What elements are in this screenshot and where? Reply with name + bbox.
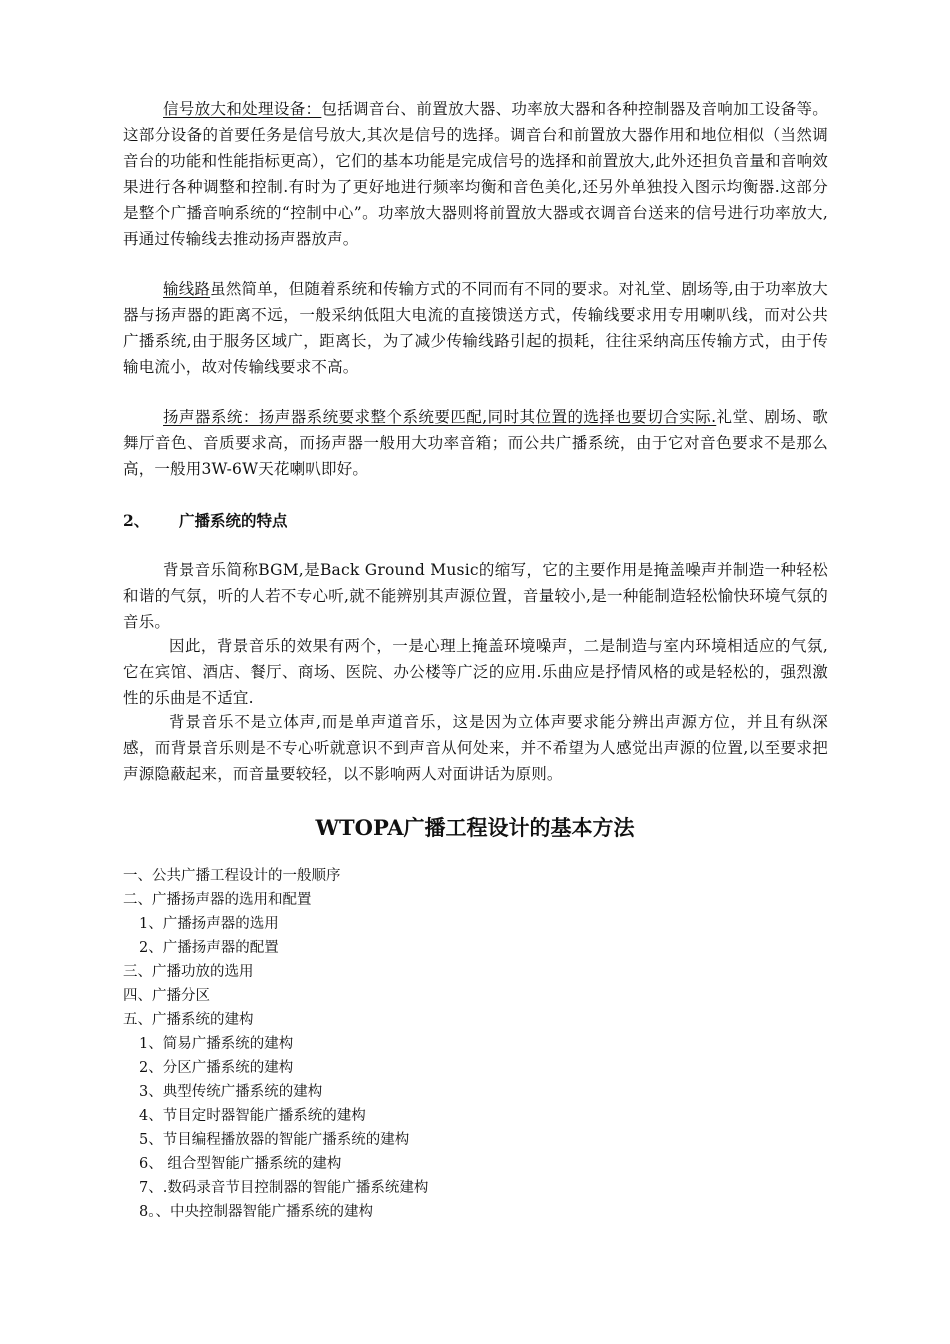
toc-subitem: 1、简易广播系统的建构 xyxy=(139,1036,294,1052)
document-title: WTOPA广播工程设计的基本方法 xyxy=(315,815,635,840)
toc-subitem: 7、.数码录音节目控制器的智能广播系统建构 xyxy=(139,1180,429,1196)
paragraph-transmission-line xyxy=(123,276,828,380)
paragraph-text: 礼堂、剧场、歌舞厅音色、音质要求高，而扬声器一般用大功率音箱；而公共广播系统，由于它对音色要求不是那么高，一般用3W-6W天花喇叭即好。 xyxy=(123,408,828,478)
toc-subitem: 2、广播扬声器的配置 xyxy=(139,940,279,956)
toc-subitem: 1、广播扬声器的选用 xyxy=(139,916,279,932)
toc-item: 二、广播扬声器的选用和配置 xyxy=(123,892,312,908)
paragraph-bgm-definition: 背景音乐简称BGM,是Back Ground Music的缩写，它的主要作用是掩盖噪声并制造一种轻松和谐的气氛，听的人若不专心听,就不能辨别其声源位置，音量较小,是一种能制造轻松愉快环境气氛的音乐。 xyxy=(123,561,828,631)
term-transmission-line: 输线路 xyxy=(163,280,211,298)
paragraph-signal-processing xyxy=(123,96,828,252)
toc-item: 五、广播系统的建构 xyxy=(123,1012,254,1028)
paragraph-speaker-system xyxy=(123,404,828,482)
section-heading xyxy=(123,509,288,531)
toc-item: 四、广播分区 xyxy=(123,988,210,1004)
toc-subitem: 8。、中央控制器智能广播系统的建构 xyxy=(139,1204,373,1220)
paragraph-bgm-mono: 背景音乐不是立体声,而是单声道音乐，这是因为立体声要求能分辨出声源方位，并且有纵深感，而背景音乐则是不专心听就意识不到声音从何处来，并不希望为人感觉出声源的位置,以至要求把声源隐蔽起来，而音量要较轻，以不影响两人对面讲话为原则。 xyxy=(123,713,828,783)
toc-subitem: 2、分区广播系统的建构 xyxy=(139,1060,294,1076)
term-signal-processing: 信号放大和处理设备： xyxy=(163,100,322,118)
term-speaker-system: 扬声器系统：扬声器系统要求整个系统要匹配,同时其位置的选择也要切合实际. xyxy=(163,408,717,426)
toc-item: 三、广播功放的选用 xyxy=(123,964,254,980)
toc-subitem: 6、 组合型智能广播系统的建构 xyxy=(139,1156,342,1172)
paragraph-bgm-effects: 因此，背景音乐的效果有两个，一是心理上掩盖环境噪声，二是制造与室内环境相适应的气氛,它在宾馆、酒店、餐厅、商场、医院、办公楼等广泛的应用.乐曲应是抒情风格的或是轻松的，强烈激性的乐曲是不适宜. xyxy=(123,637,828,707)
section-number: 2、 xyxy=(123,511,150,530)
paragraph-text: 包括调音台、前置放大器、功率放大器和各种控制器及音响加工设备等。这部分设备的首要任务是信号放大,其次是信号的选择。调音台和前置放大器作用和地位相似（当然调音台的功能和性能指标更高），它们的基本功能是完成信号的选择和前置放大,此外还担负音量和音响效果进行各种调整和控制.有时为了更好地进行频率均衡和音色美化,还另外单独投入图示均衡器.这部分是整个广播音响系统的“控制中心”。功率放大器则将前置放大器或衣调音台送来的信号进行功率放大,再通过传输线去推动扬声器放声。 xyxy=(123,100,828,248)
toc-subitem: 3、典型传统广播系统的建构 xyxy=(139,1084,323,1100)
toc-subitem: 4、节目定时器智能广播系统的建构 xyxy=(139,1108,366,1124)
section-heading-text: 广播系统的特点 xyxy=(179,511,288,530)
table-of-contents xyxy=(123,864,428,1224)
paragraph-text: 虽然简单，但随着系统和传输方式的不同而有不同的要求。对礼堂、剧场等,由于功率放大器与扬声器的距离不远，一般采纳低阻大电流的直接馈送方式，传输线要求用专用喇叭线，而对公共广播系统,由于服务区域广，距离长，为了减少传输线路引起的损耗，往往采纳高压传输方式，由于传输电流小，故对传输线要求不高。 xyxy=(123,280,828,376)
toc-item: 一、公共广播工程设计的一般顺序 xyxy=(123,868,341,884)
toc-subitem: 5、节目编程播放器的智能广播系统的建构 xyxy=(139,1132,410,1148)
